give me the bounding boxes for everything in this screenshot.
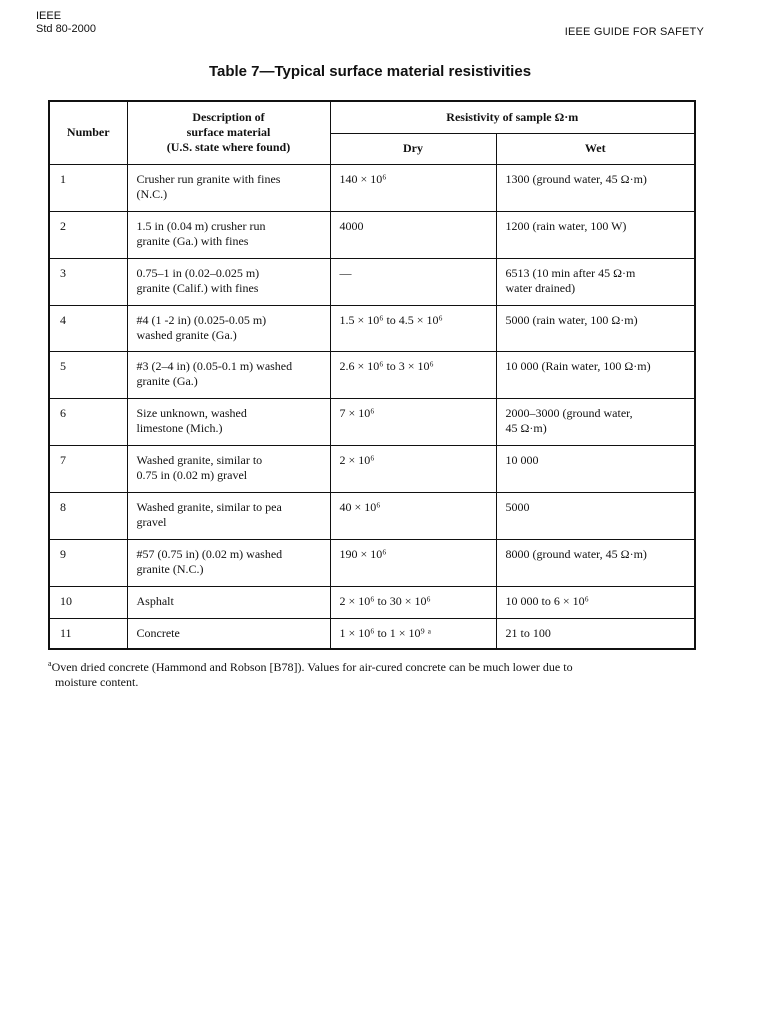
description-line: Washed granite, similar to <box>136 452 263 467</box>
running-header-left <box>36 10 96 36</box>
dry-value: 140 × 10⁶ <box>339 171 387 186</box>
row-number: 1 <box>60 171 66 186</box>
column-header-dry <box>330 133 496 164</box>
header-org: IEEE <box>36 10 62 22</box>
description-line: 0.75–1 in (0.02–0.025 m) <box>136 265 260 280</box>
dry-value: 2.6 × 10⁶ to 3 × 10⁶ <box>339 358 434 373</box>
column-header-wet <box>496 133 695 164</box>
table-row <box>49 618 695 649</box>
description-line: granite (N.C.) <box>136 561 204 576</box>
cell-wet <box>496 618 695 649</box>
dry-value: 1.5 × 10⁶ to 4.5 × 10⁶ <box>339 312 443 327</box>
wet-value: 2000–3000 (ground water, <box>505 405 633 420</box>
cell-dry <box>330 492 496 539</box>
wet-value: 21 to 100 <box>505 625 551 640</box>
row-number: 11 <box>60 625 72 640</box>
description-line: washed granite (Ga.) <box>136 327 237 342</box>
cell-dry <box>330 351 496 398</box>
table-row <box>49 539 695 586</box>
column-header-description-line-2: surface material <box>186 125 271 140</box>
row-number: 9 <box>60 546 66 561</box>
footnote-line-1: Oven dried concrete (Hammond and Robson [B78]). Values for air-cured concrete can be much lower due to <box>51 660 573 674</box>
dry-value: 2 × 10⁶ to 30 × 10⁶ <box>339 593 431 608</box>
description-line: granite (Ga.) with fines <box>136 233 249 248</box>
description-line: 1.5 in (0.04 m) crusher run <box>136 218 266 233</box>
cell-dry <box>330 258 496 305</box>
row-number: 3 <box>60 265 66 280</box>
cell-number <box>49 164 127 211</box>
column-header-description-line-3: (U.S. state where found) <box>166 140 291 155</box>
description-line: #3 (2–4 in) (0.05-0.1 m) washed <box>136 358 293 373</box>
description-line: Size unknown, washed <box>136 405 247 420</box>
description-line: limestone (Mich.) <box>136 420 223 435</box>
row-number: 4 <box>60 312 66 327</box>
column-header-wet-label: Wet <box>584 141 606 155</box>
footnote-marker: a <box>48 659 52 668</box>
cell-number <box>49 586 127 618</box>
table-row <box>49 586 695 618</box>
column-header-description <box>127 101 330 164</box>
cell-wet <box>496 164 695 211</box>
wet-value: 6513 (10 min after 45 Ω·m <box>505 265 636 280</box>
cell-wet <box>496 445 695 492</box>
cell-dry <box>330 539 496 586</box>
cell-description <box>127 351 330 398</box>
table-row <box>49 351 695 398</box>
cell-number <box>49 539 127 586</box>
table-row <box>49 445 695 492</box>
description-line: #57 (0.75 in) (0.02 m) washed <box>136 546 283 561</box>
cell-dry <box>330 618 496 649</box>
row-number: 6 <box>60 405 66 420</box>
row-number: 8 <box>60 499 66 514</box>
column-header-number <box>49 101 127 164</box>
footnote-line-2: moisture content. <box>55 675 139 689</box>
cell-wet <box>496 211 695 258</box>
description-line: Concrete <box>136 625 180 640</box>
wet-value: 1300 (ground water, 45 Ω·m) <box>505 171 647 186</box>
description-line: gravel <box>136 514 167 529</box>
cell-dry <box>330 305 496 351</box>
cell-dry <box>330 398 496 445</box>
dry-value: — <box>339 265 352 280</box>
column-header-resistivity-label: Resistivity of sample Ω·m <box>446 109 579 124</box>
wet-value: 10 000 to 6 × 10⁶ <box>505 593 589 608</box>
header-std-number: Std 80-2000 <box>36 23 96 35</box>
table-row <box>49 258 695 305</box>
table-row <box>49 492 695 539</box>
cell-wet <box>496 539 695 586</box>
row-number: 10 <box>60 593 72 608</box>
description-line: granite (Ga.) <box>136 373 198 388</box>
dry-value: 7 × 10⁶ <box>339 405 375 420</box>
table-row <box>49 211 695 258</box>
column-header-dry-label: Dry <box>403 141 423 155</box>
wet-value: 10 000 (Rain water, 100 Ω·m) <box>505 358 651 373</box>
cell-dry <box>330 445 496 492</box>
wet-value: 8000 (ground water, 45 Ω·m) <box>505 546 647 561</box>
table-row <box>49 398 695 445</box>
row-number: 5 <box>60 358 66 373</box>
dry-value: 1 × 10⁶ to 1 × 10⁹ ᵃ <box>339 625 432 640</box>
cell-dry <box>330 164 496 211</box>
cell-wet <box>496 492 695 539</box>
cell-number <box>49 618 127 649</box>
cell-dry <box>330 586 496 618</box>
wet-value: 5000 (rain water, 100 Ω·m) <box>505 312 638 327</box>
cell-number <box>49 492 127 539</box>
description-line: #4 (1 -2 in) (0.025-0.05 m) <box>136 312 267 327</box>
cell-description <box>127 492 330 539</box>
wet-value: 1200 (rain water, 100 W) <box>505 218 627 233</box>
cell-description <box>127 258 330 305</box>
cell-description <box>127 539 330 586</box>
description-line: 0.75 in (0.02 m) gravel <box>136 467 248 482</box>
cell-description <box>127 586 330 618</box>
dry-value: 4000 <box>339 218 364 233</box>
wet-value: 45 Ω·m) <box>505 420 547 435</box>
cell-number <box>49 258 127 305</box>
cell-wet <box>496 586 695 618</box>
cell-description <box>127 164 330 211</box>
column-header-resistivity <box>330 101 695 133</box>
table-row <box>49 164 695 211</box>
wet-value: 5000 <box>505 499 530 514</box>
cell-description <box>127 211 330 258</box>
running-header-title: IEEE GUIDE FOR SAFETY <box>564 26 704 38</box>
cell-wet <box>496 351 695 398</box>
cell-description <box>127 398 330 445</box>
description-line: Asphalt <box>136 593 174 608</box>
wet-value: 10 000 <box>505 452 539 467</box>
cell-description <box>127 445 330 492</box>
cell-wet <box>496 305 695 351</box>
column-header-number-label: Number <box>66 125 110 140</box>
description-line: Washed granite, similar to pea <box>136 499 282 514</box>
cell-number <box>49 211 127 258</box>
cell-description <box>127 305 330 351</box>
description-line: Crusher run granite with fines <box>136 171 281 186</box>
cell-wet <box>496 258 695 305</box>
description-line: granite (Calif.) with fines <box>136 280 259 295</box>
cell-number <box>49 398 127 445</box>
cell-number <box>49 351 127 398</box>
table-footnote <box>48 656 694 690</box>
description-line: (N.C.) <box>136 186 168 201</box>
row-number: 7 <box>60 452 66 467</box>
cell-wet <box>496 398 695 445</box>
table-row <box>49 305 695 351</box>
table-title: Table 7—Typical surface material resistivities <box>208 63 532 80</box>
resistivity-table <box>48 100 696 650</box>
cell-dry <box>330 211 496 258</box>
dry-value: 40 × 10⁶ <box>339 499 381 514</box>
cell-number <box>49 305 127 351</box>
wet-value: water drained) <box>505 280 576 295</box>
column-header-description-line-1: Description of <box>192 110 265 125</box>
cell-number <box>49 445 127 492</box>
dry-value: 2 × 10⁶ <box>339 452 375 467</box>
dry-value: 190 × 10⁶ <box>339 546 387 561</box>
cell-description <box>127 618 330 649</box>
row-number: 2 <box>60 218 66 233</box>
